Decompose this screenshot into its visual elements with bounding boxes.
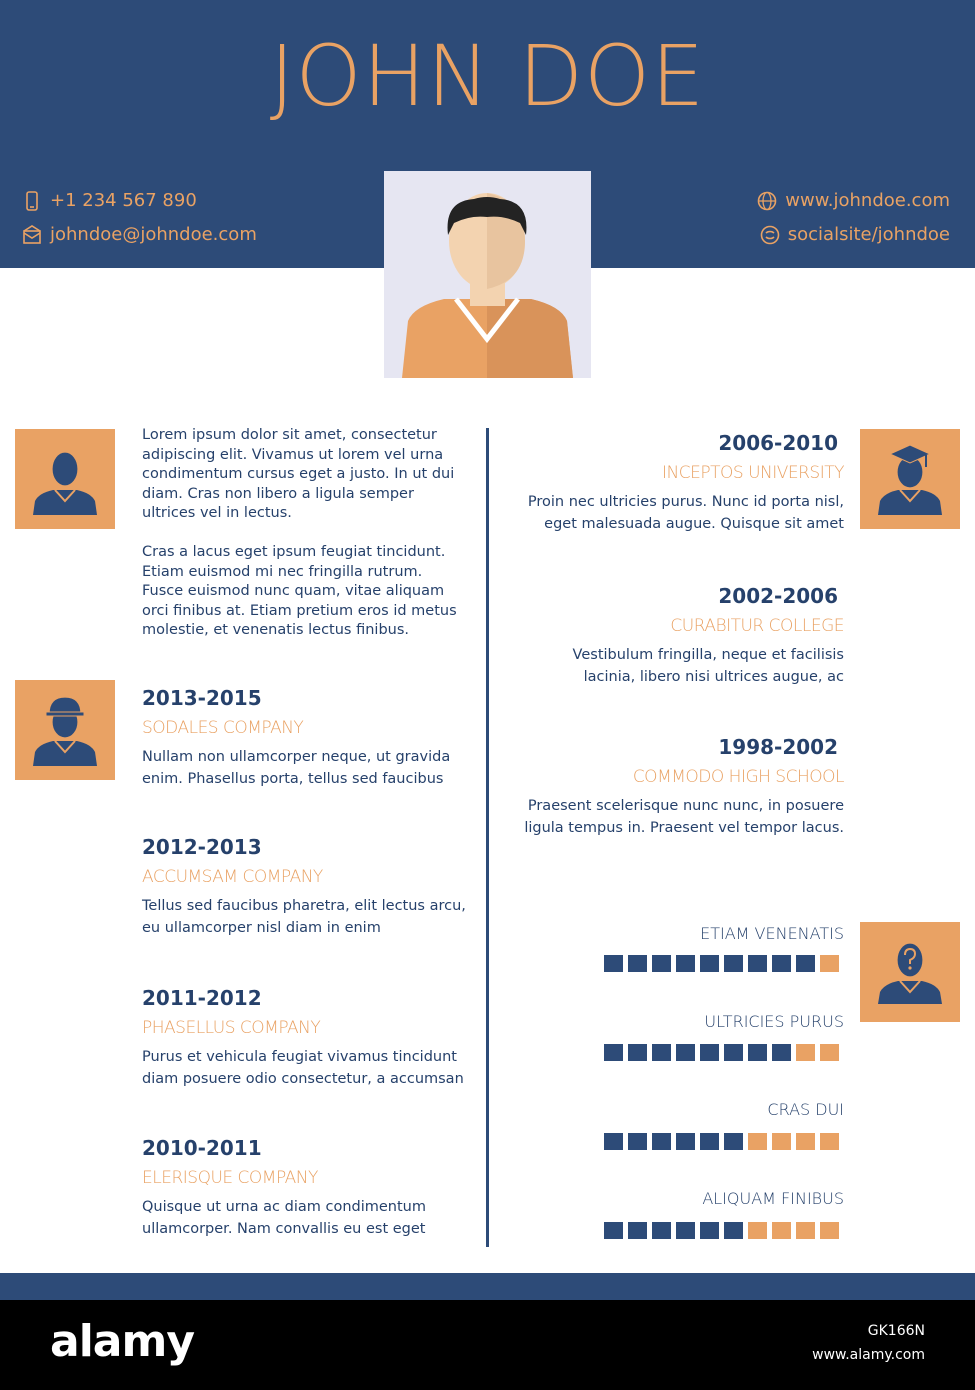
- education-years: 2006-2010: [718, 431, 838, 455]
- education-entry: [500, 431, 844, 535]
- work-description: Purus et vehicula feugiat vivamus tincidunt diam posuere odio consectetur, a accumsan: [142, 1049, 464, 1087]
- skill-square-empty: [820, 955, 839, 972]
- about-paragraph-2: Cras a lacus eget ipsum feugiat tincidunt. Etiam euismod mi nec fringilla rutrum. Fusce euismod nunc quam, vitae aliquam orci finibus at. Etiam pretium eros id metus molestie, et venenatis lectus finibus.: [142, 544, 457, 638]
- watermark-url: www.alamy.com: [812, 1347, 925, 1363]
- social-icon: [760, 225, 780, 245]
- phone-icon: [22, 191, 42, 211]
- skill-square-empty: [796, 1222, 815, 1239]
- work-company: ELERISQUE COMPANY: [142, 1168, 318, 1188]
- footer-band: [0, 1273, 975, 1300]
- contact-phone: [22, 190, 197, 212]
- skill-square-filled: [724, 1222, 743, 1239]
- social-text[interactable]: socialsite/johndoe: [787, 224, 950, 245]
- work-description: Tellus sed faucibus pharetra, elit lectus arcu, eu ullamcorper nisl diam in enim: [142, 898, 466, 936]
- about-paragraph-1: Lorem ipsum dolor sit amet, consectetur adipiscing elit. Vivamus ut lorem vel urna condimentum cursus eget a justo. In ut dui diam. Cras non libero a ligula semper ultrices vel in lectus.: [142, 427, 455, 521]
- skill-square-filled: [604, 1222, 623, 1239]
- worker-helmet-icon: [15, 680, 115, 780]
- watermark-logo: alamy: [50, 1316, 194, 1367]
- work-entry: [142, 986, 472, 1090]
- education-entry: [520, 584, 844, 688]
- skill-square-filled: [628, 955, 647, 972]
- skill-square-filled: [700, 1222, 719, 1239]
- education-description: Praesent scelerisque nunc nunc, in posuere ligula tempus in. Praesent vel tempor lacus.: [524, 798, 844, 836]
- skill-square-filled: [724, 1133, 743, 1150]
- skill-square-empty: [820, 1222, 839, 1239]
- email-icon: [22, 225, 42, 245]
- skill-square-empty: [820, 1044, 839, 1061]
- education-years: 1998-2002: [718, 735, 838, 759]
- education-school: CURABITUR COLLEGE: [670, 616, 844, 636]
- work-company: SODALES COMPANY: [142, 718, 304, 738]
- skill-square-empty: [748, 1222, 767, 1239]
- education-school: COMMODO HIGH SCHOOL: [632, 767, 844, 787]
- skill-square-filled: [724, 1044, 743, 1061]
- skill-square-filled: [652, 1222, 671, 1239]
- resume-name: JOHN DOE: [269, 27, 706, 125]
- email-text[interactable]: johndoe@johndoe.com: [50, 224, 257, 245]
- skill-label: ETIAM VENENATIS: [700, 924, 844, 943]
- about-avatar-box: [15, 429, 115, 529]
- work-years: 2013-2015: [142, 686, 262, 710]
- skill-square-empty: [820, 1133, 839, 1150]
- skill-square-filled: [724, 955, 743, 972]
- skill-square-filled: [748, 1044, 767, 1061]
- skill-square-filled: [652, 955, 671, 972]
- person-avatar-icon: [384, 171, 591, 378]
- skill-square-empty: [796, 1133, 815, 1150]
- skill-square-filled: [604, 955, 623, 972]
- website-text[interactable]: www.johndoe.com: [785, 190, 950, 211]
- skill-square-filled: [748, 955, 767, 972]
- skill-square-empty: [772, 1133, 791, 1150]
- work-company: ACCUMSAM COMPANY: [142, 867, 323, 887]
- skill-square-empty: [748, 1133, 767, 1150]
- contact-social: [650, 224, 950, 246]
- work-entry: [142, 835, 472, 939]
- work-entry: [142, 1136, 472, 1240]
- skill-label: ALIQUAM FINIBUS: [702, 1189, 844, 1208]
- education-school: INCEPTOS UNIVERSITY: [662, 463, 844, 483]
- skill-square-filled: [652, 1133, 671, 1150]
- work-years: 2010-2011: [142, 1136, 262, 1160]
- education-description: Proin nec ultricies purus. Nunc id porta nisl, eget malesuada augue. Quisque sit amet: [527, 494, 844, 532]
- skill-square-filled: [700, 955, 719, 972]
- skill-square-filled: [700, 1044, 719, 1061]
- skills-avatar-box: [860, 922, 960, 1022]
- skill-square-filled: [628, 1133, 647, 1150]
- contact-email: [22, 224, 257, 246]
- globe-icon: [757, 191, 777, 211]
- skill-square-filled: [772, 1044, 791, 1061]
- skill-square-empty: [796, 1044, 815, 1061]
- work-company: PHASELLUS COMPANY: [142, 1018, 321, 1038]
- skill-square-filled: [604, 1044, 623, 1061]
- education-description: Vestibulum fringilla, neque et facilisis lacinia, libero nisi ultrices augue, ac: [572, 647, 844, 685]
- graduate-cap-icon: [860, 429, 960, 529]
- skill-label: CRAS DUI: [767, 1100, 844, 1119]
- skill-square-filled: [604, 1133, 623, 1150]
- person-icon: [15, 429, 115, 529]
- skill-square-filled: [652, 1044, 671, 1061]
- watermark-image-id: GK166N: [867, 1323, 925, 1339]
- question-person-icon: [860, 922, 960, 1022]
- skill-square-filled: [700, 1133, 719, 1150]
- skill-bar: [604, 1133, 839, 1150]
- skill-square-filled: [628, 1222, 647, 1239]
- skill-square-filled: [676, 1044, 695, 1061]
- skill-square-filled: [676, 1133, 695, 1150]
- work-years: 2011-2012: [142, 986, 262, 1010]
- work-description: Nullam non ullamcorper neque, ut gravida enim. Phasellus porta, tellus sed faucibus: [142, 749, 451, 787]
- skill-square-filled: [796, 955, 815, 972]
- skill-label: ULTRICIES PURUS: [704, 1012, 844, 1031]
- work-avatar-box: [15, 680, 115, 780]
- skill-square-filled: [772, 955, 791, 972]
- phone-text: +1 234 567 890: [50, 190, 197, 211]
- education-entry: [500, 735, 844, 839]
- education-avatar-box: [860, 429, 960, 529]
- skill-square-filled: [628, 1044, 647, 1061]
- work-years: 2012-2013: [142, 835, 262, 859]
- profile-photo: [384, 171, 591, 378]
- work-entry: [142, 686, 472, 790]
- education-years: 2002-2006: [718, 584, 838, 608]
- column-divider: [486, 428, 489, 1247]
- skill-square-filled: [676, 955, 695, 972]
- contact-website: [650, 190, 950, 212]
- skill-bar: [604, 1222, 839, 1239]
- work-description: Quisque ut urna ac diam condimentum ullamcorper. Nam convallis eu est eget: [142, 1199, 426, 1237]
- skill-square-empty: [772, 1222, 791, 1239]
- skill-bar: [604, 1044, 839, 1061]
- skill-bar: [604, 955, 839, 972]
- skill-square-filled: [676, 1222, 695, 1239]
